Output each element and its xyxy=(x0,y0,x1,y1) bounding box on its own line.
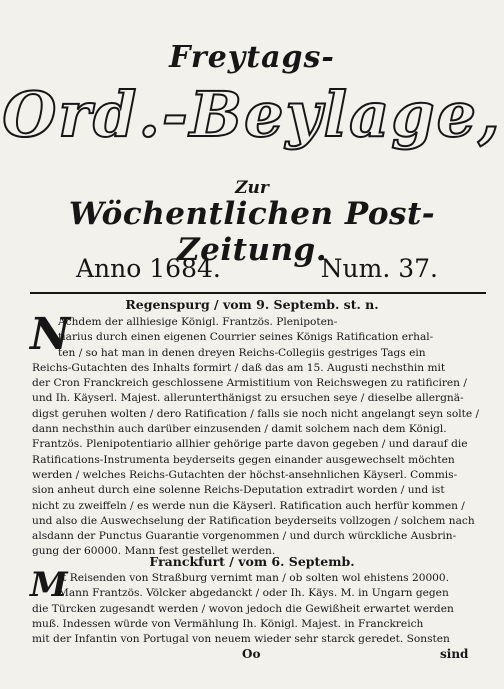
article-line: und also die Auswechselung der Ratification beyderseits vollzogen / solchem nach xyxy=(32,514,475,527)
article-frankfurt xyxy=(30,565,488,647)
article-line: Achdem der allhiesige Königl. Frantzös. Plenipoten- xyxy=(58,316,338,328)
article-line: die Türcken zugesandt werden / wovon jedoch die Gewißheit erwartet werden xyxy=(32,602,454,615)
article-line: Frantzös. Plenipotentiario allhier gehörige parte davon gegeben / und darauf die xyxy=(32,438,468,451)
drop-initial: N xyxy=(30,309,71,360)
article-line: werden / welches Reichs-Gutachten der höchst-ansehnlichen Käyserl. Commis- xyxy=(32,468,458,481)
article-line: alsdann der Punctus Guarantie vorgenommen / und durch würckliche Ausbrin- xyxy=(32,530,457,543)
article-line: ten / so hat man in denen dreyen Reichs-Collegiis gestriges Tags ein xyxy=(58,346,426,359)
article-line: nicht zu zweiffeln / es werde nun die Käyserl. Ratification auch herfür kommen / xyxy=(32,499,465,512)
article-regensburg xyxy=(30,309,488,560)
catchword: sind xyxy=(440,647,469,661)
header-rule xyxy=(30,292,486,294)
article-line: Ratifications-Instrumenta beyderseits gegen einander ausgewechselt möchten xyxy=(32,453,455,466)
masthead-weekday: Freytags- xyxy=(169,40,335,75)
article-line: und Ih. Käyserl. Majest. allerunterthänigst zu ersuchen seye / dieselbe allergnä- xyxy=(32,392,464,405)
article-dateline-regensburg: Regenspurg / vom 9. Septemb. st. n. xyxy=(125,297,379,312)
page-footer xyxy=(0,647,504,667)
issue-year: Anno 1684. xyxy=(76,254,221,283)
article-line: Mann Frantzös. Völcker abgedanckt / oder Ih. Käys. M. in Ungarn gegen xyxy=(58,587,449,600)
article-line: der Cron Franckreich geschlossene Armistitium von Reichswegen zu ratificiren / xyxy=(32,377,467,390)
article-line: tiarius durch einen eigenen Courrier seines Königs Ratification erhal- xyxy=(58,331,434,344)
drop-initial: M xyxy=(30,565,68,605)
article-line: dann nechsthin auch darüber einzusenden / damit solchem nach dem Königl. xyxy=(32,423,447,436)
issue-number: Num. 37. xyxy=(320,254,438,283)
article-line: muß. Indessen würde von Vermählung Ih. Königl. Majest. in Franckreich xyxy=(32,617,424,630)
article-line: It Reisenden von Straßburg vernimt man / ob solten wol ehistens 20000. xyxy=(58,572,450,584)
masthead-zur: Zur xyxy=(235,178,269,198)
issue-line xyxy=(60,254,444,286)
article-line: digst geruhen wolten / dero Ratification / falls sie noch nicht angelangt seyn solte / xyxy=(32,407,480,420)
article-line: mit der Infantin von Portugal von neuem wieder sehr starck geredet. Sonsten xyxy=(32,633,450,646)
article-line: Reichs-Gutachten des Inhalts formirt / daß das am 15. Augusti nechsthin mit xyxy=(32,361,446,374)
signature-mark: Oo xyxy=(242,647,261,661)
article-line: gung der 60000. Mann fest gestellet werden. xyxy=(32,545,276,558)
article-dateline-frankfurt: Franckfurt / vom 6. Septemb. xyxy=(149,554,355,569)
masthead-title: Ord.-Beylage, xyxy=(2,78,502,151)
article-line: sion anheut durch eine solenne Reichs-Deputation extradirt worden / und ist xyxy=(32,484,445,497)
masthead-subtitle: Wöchentlichen Post-Zeitung. xyxy=(68,196,436,268)
